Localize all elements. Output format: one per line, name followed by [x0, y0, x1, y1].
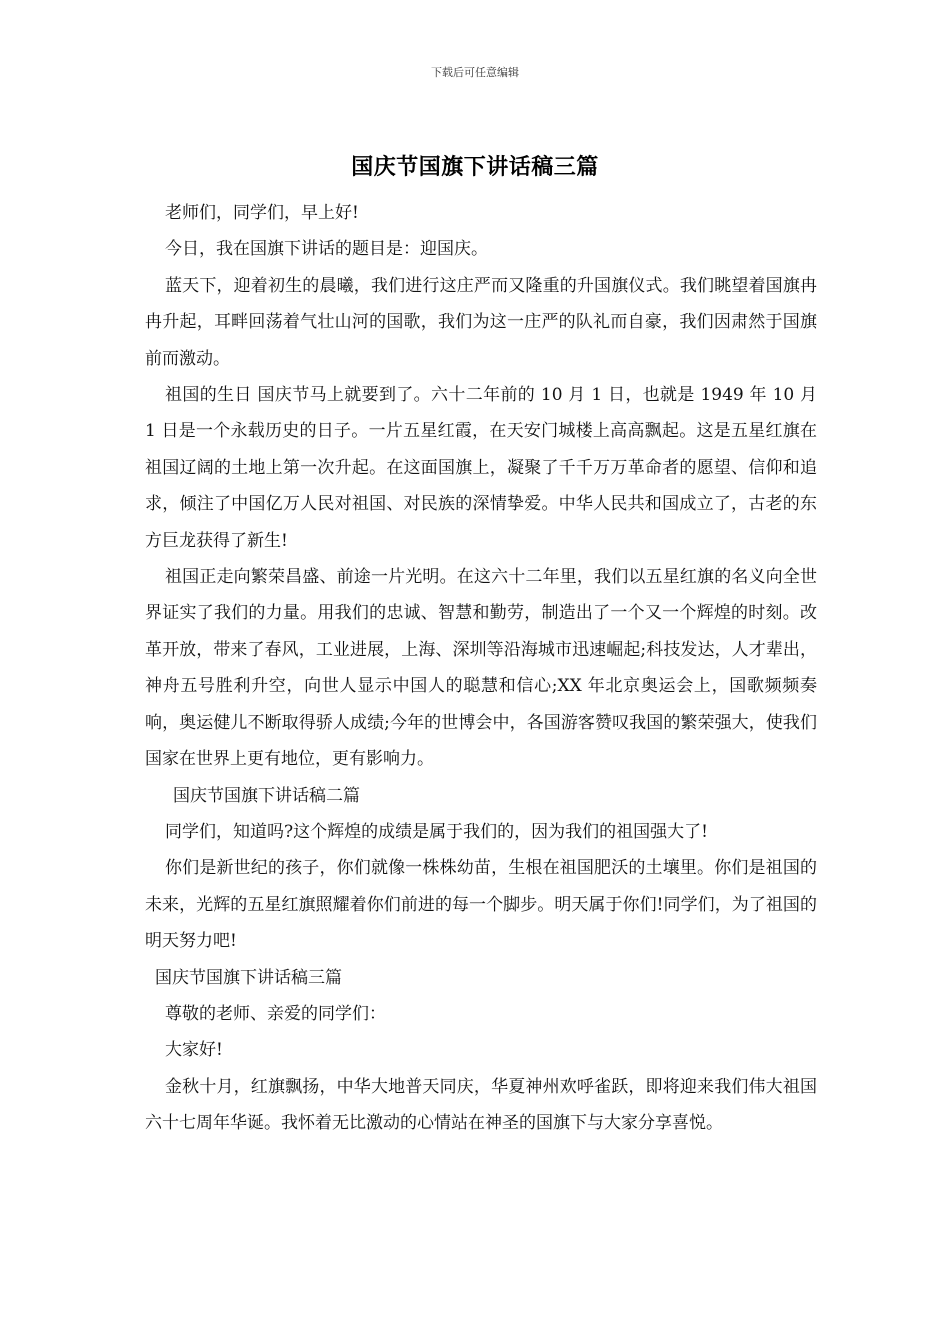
- paragraph: 蓝天下，迎着初生的晨曦，我们进行这庄严而又隆重的升国旗仪式。我们眺望着国旗冉冉升起，耳畔回荡着气壮山河的国歌，我们为这一庄严的队礼而自豪，我们因肃然于国旗前而激动。: [145, 275, 817, 369]
- document-body: [145, 195, 817, 1142]
- paragraph: 你们是新世纪的孩子，你们就像一株株幼苗，生根在祖国肥沃的土壤里。你们是祖国的未来，光辉的五星红旗照耀着你们前进的每一个脚步。明天属于你们!同学们，为了祖国的明天努力吧!: [145, 858, 817, 952]
- paragraph: 金秋十月，红旗飘扬，中华大地普天同庆，华夏神州欢呼雀跃，即将迎来我们伟大祖国六十七周年华诞。我怀着无比激动的心情站在神圣的国旗下与大家分享喜悦。: [145, 1076, 817, 1134]
- section-heading-3: 国庆节国旗下讲话稿三篇: [155, 967, 342, 988]
- document-title: 国庆节国旗下讲话稿三篇: [351, 154, 599, 180]
- paragraph: 祖国正走向繁荣昌盛、前途一片光明。在这六十二年里，我们以五星红旗的名义向全世界证实了我们的力量。用我们的忠诚、智慧和勤劳，制造出了一个又一个辉煌的时刻。改革开放，带来了春风，工业进展，上海、深圳等沿海城市迅速崛起;科技发达，人才辈出，神舟五号胜利升空，向世人显示中国人的聪慧和信心;XX 年北京奥运会上，国歌频频奏响，奥运健儿不断取得骄人成绩;今年的世博会中，各国游客赞叹我国的繁荣强大，使我们国家在世界上更有地位，更有影响力。: [145, 567, 817, 770]
- paragraph: 尊敬的老师、亲爱的同学们：: [165, 1003, 386, 1024]
- paragraph: 祖国的生日 国庆节马上就要到了。六十二年前的 10 月 1 日，也就是 1949 年 10 月 1 日是一个永载历史的日子。一片五星红霞，在天安门城楼上高高飘起。这是五星红旗在祖国辽阔的土地上第一次升起。在这面国旗上，凝聚了千千万万革命者的愿望、信仰和追求，倾注了中国亿万人民对祖国、对民族的深情挚爱。中华人民共和国成立了，古老的东方巨龙获得了新生!: [145, 385, 817, 551]
- paragraph: 老师们，同学们，早上好!: [165, 203, 359, 223]
- paragraph: 同学们，知道吗?这个辉煌的成绩是属于我们的，因为我们的祖国强大了!: [165, 821, 708, 842]
- paragraph: 今日，我在国旗下讲话的题目是：迎国庆。: [165, 239, 488, 260]
- section-heading-2: 国庆节国旗下讲话稿二篇: [173, 785, 360, 806]
- paragraph: 大家好!: [165, 1040, 223, 1061]
- header-note: 下载后可任意编辑: [431, 66, 519, 79]
